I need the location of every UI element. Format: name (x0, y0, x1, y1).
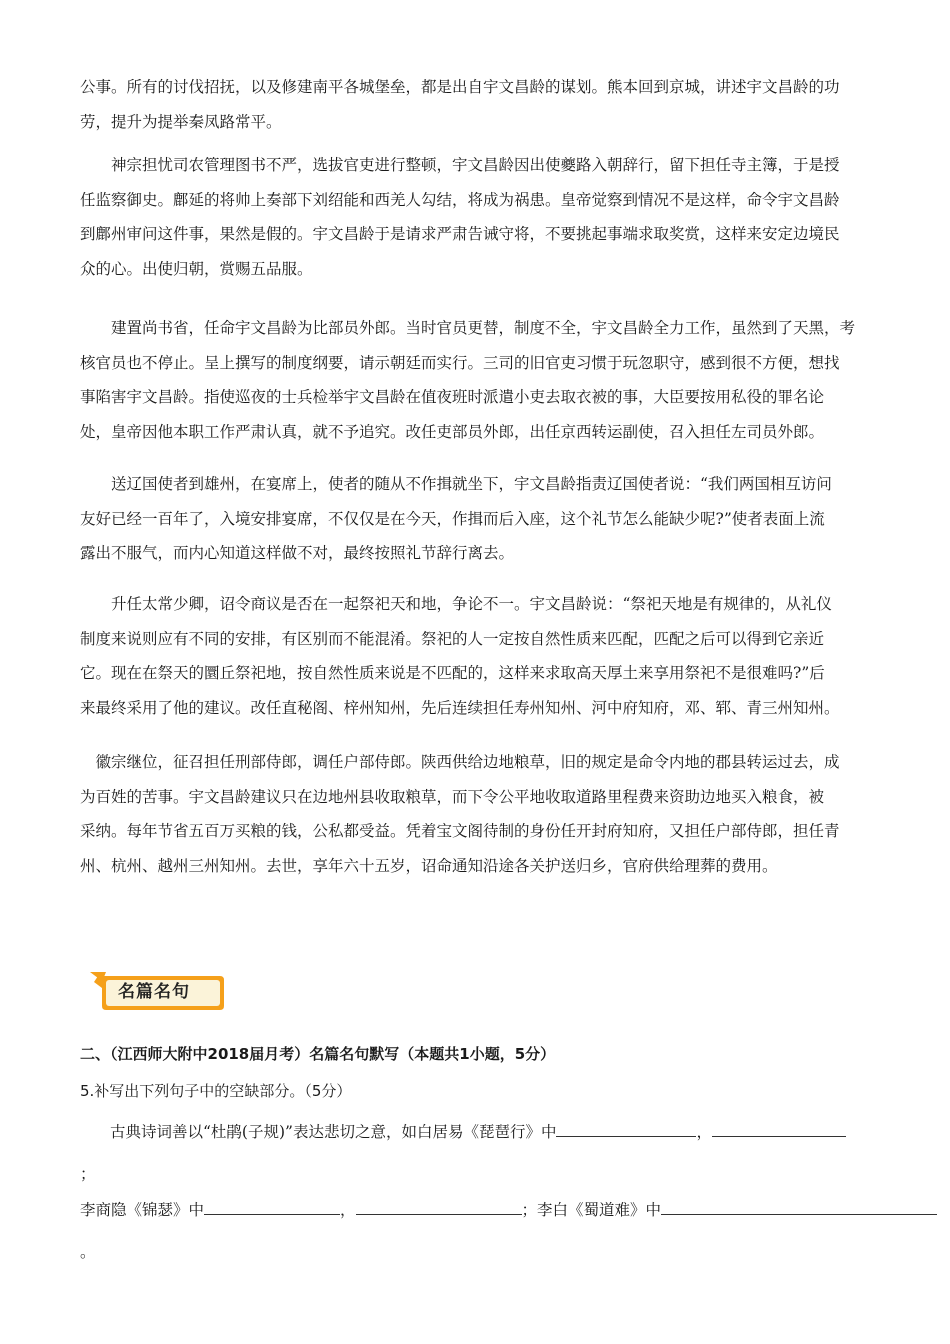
fill-separator: ， (340, 1201, 356, 1219)
fill-line (110, 1120, 846, 1142)
text-line: 州、杭州、越州三州知州。去世，享年六十五岁，诏命通知沿途各关护送归乡，官府供给理葬的费用。 (80, 856, 778, 875)
text-line: 制度来说则应有不同的安排，有区别而不能混淆。祭祀的人一定按自然性质来匹配，匹配之后可以得到它亲近 (80, 629, 825, 648)
paragraph (80, 311, 880, 449)
text-line: 友好已经一百年了，入境安排宴席，不仅仅是在今天，作揖而后入座，这个礼节怎么能缺少呢?”使者表面上流 (80, 509, 825, 528)
text-line: 劳，提升为提举秦凤路常平。 (80, 112, 282, 131)
text-line: 它。现在在祭天的圜丘祭祀地，按自然性质来说是不匹配的，这样来求取高天厚土来享用祭祀不是很难吗?”后 (80, 664, 825, 682)
text-line: 升任太常少卿，诏令商议是否在一起祭祀天和地，争论不一。宇文昌龄说：“祭祀天地是有规律的，从礼仪 (80, 595, 832, 613)
text-line: 众的心。出使归朝，赏赐五品服。 (80, 259, 313, 278)
text-line: 露出不服气，而内心知道这样做不对，最终按照礼节辞行离去。 (80, 544, 515, 562)
text-line: 为百姓的苦事。宇文昌龄建议只在边地州县收取粮草，而下令公平地收取道路里程费来资助边地买入粮食，被 (80, 787, 825, 806)
fill-separator: ， (696, 1123, 712, 1141)
text-line: 处，皇帝因他本职工作严肃认真，就不予追究。改任吏部员外郎，出任京西转运副使，召入担任左司员外郎。 (80, 422, 825, 441)
fill-text: 古典诗词善以“杜鹃(子规)”表达悲切之意，如白居易《琵琶行》中 (110, 1123, 557, 1141)
answer-blank[interactable] (661, 1200, 937, 1215)
text-line: 核官员也不停止。呈上撰写的制度纲要，请示朝廷而实行。三司的旧官吏习惯于玩忽职守，感到很不方便，想找 (80, 353, 840, 372)
answer-blank[interactable] (204, 1200, 340, 1215)
text-line: 送辽国使者到雄州，在宴席上，使者的随从不作揖就坐下，宇文昌龄指责辽国使者说：“我们两国相互访问 (80, 475, 832, 493)
question-header: 二、（江西师大附中2018届月考）名篇名句默写（本题共1小题，5分） (80, 1045, 556, 1063)
fill-text: ；李白《蜀道难》中 (521, 1201, 662, 1219)
fill-text: ； (80, 1165, 96, 1183)
text-line: 徽宗继位，征召担任刑部侍郎，调任户部侍郎。陕西供给边地粮草，旧的规定是命令内地的郡县转运过去，成 (80, 753, 840, 771)
text-line: 来最终采用了他的建议。改任直秘阁、梓州知州，先后连续担任寿州知州、河中府知府，邓、郓、青三州知州。 (80, 698, 840, 717)
fill-text: 李商隐《锦瑟》中 (80, 1201, 205, 1219)
paragraph (80, 587, 880, 725)
section-badge-label: 名篇名句 (118, 982, 190, 1002)
text-line: 事陷害宇文昌龄。指使巡夜的士兵检举宇文昌龄在值夜班时派遣小吏去取衣被的事，大臣要按用私役的罪名论 (80, 388, 825, 406)
text-line: 公事。所有的讨伐招抚，以及修建南平各城堡垒，都是出自宇文昌龄的谋划。熊本回到京城，讲述宇文昌龄的功 (80, 78, 840, 96)
paragraph (80, 148, 880, 286)
text-line: 任监察御史。鄜延的将帅上奏部下刘绍能和西羌人勾结，将成为祸患。皇帝觉察到情况不是这样，命令宇文昌龄 (80, 190, 840, 209)
fill-line (80, 1198, 937, 1220)
text-line: 到鄜州审问这件事，果然是假的。宇文昌龄于是请求严肃告诫守将，不要挑起事端求取奖赏，这样来安定边境民 (80, 225, 840, 243)
answer-blank[interactable] (556, 1122, 696, 1137)
paragraph (80, 745, 880, 883)
paragraph (80, 467, 880, 571)
answer-blank[interactable] (712, 1122, 846, 1137)
fill-line (80, 1240, 96, 1262)
fill-text: 。 (80, 1243, 96, 1261)
text-line: 建置尚书省，任命宇文昌龄为比部员外郎。当时官员更替，制度不全，宇文昌龄全力工作，虽然到了天黑，考 (80, 319, 856, 337)
text-line: 神宗担忧司农管理图书不严，选拔官吏进行整顿，宇文昌龄因出使夔路入朝辞行，留下担任寺主簿，于是授 (80, 156, 840, 174)
answer-blank[interactable] (356, 1200, 522, 1215)
question-prompt: 5.补写出下列句子中的空缺部分。（5分） (80, 1082, 352, 1100)
fill-line (80, 1162, 96, 1184)
text-line: 采纳。每年节省五百万买粮的钱，公私都受益。凭着宝文阁待制的身份任开封府知府，又担任户部侍郎，担任青 (80, 822, 840, 840)
paragraph (80, 70, 880, 139)
